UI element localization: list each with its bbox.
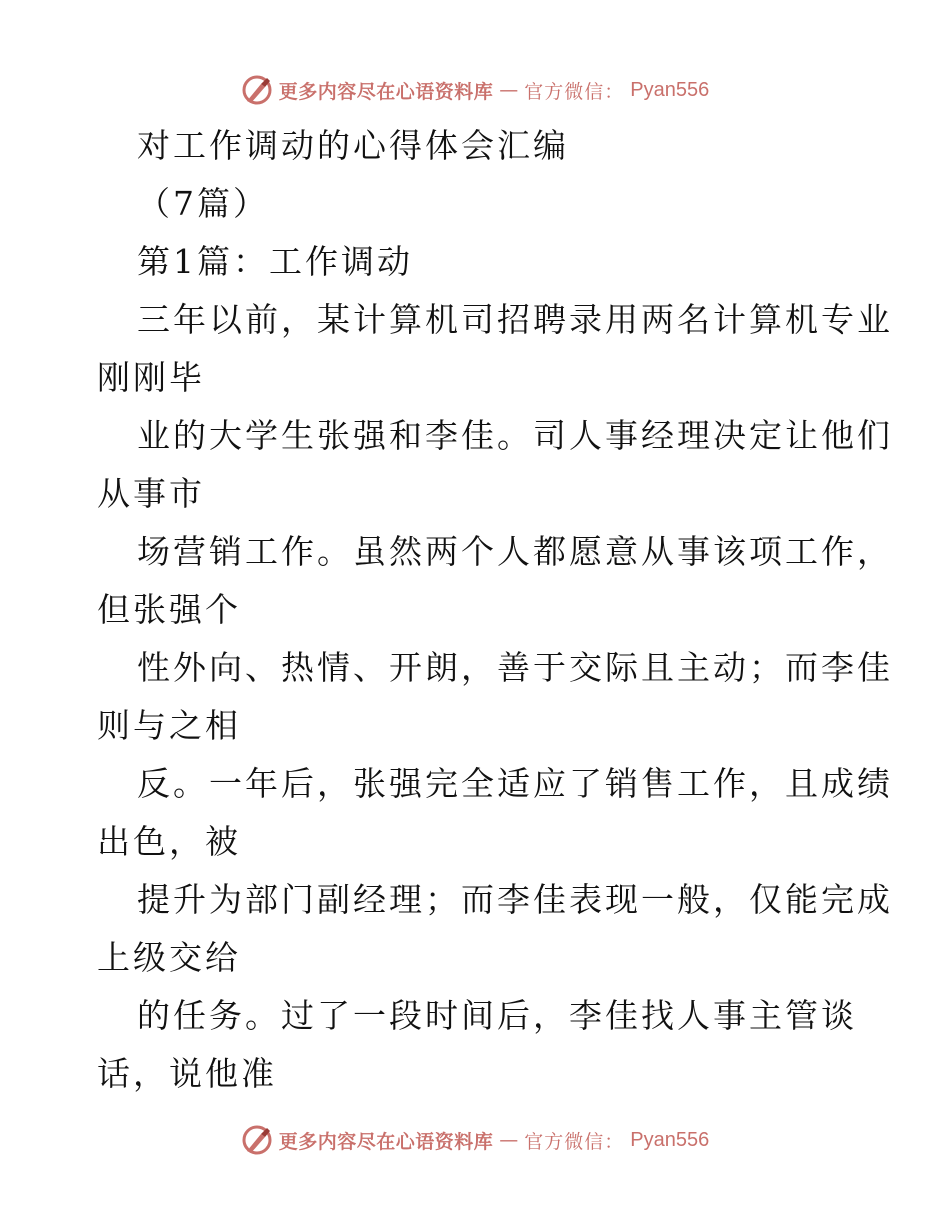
paragraph-line: 上级交给 [97,938,241,977]
paragraph-line: 提升为部门副经理；而李佳表现一般，仅能完成 [137,880,893,919]
paragraph-line: 场营销工作。虽然两个人都愿意从事该项工作， [137,532,893,571]
banner-text: 更多内容尽在心语资料库 [278,1130,494,1153]
paragraph-line: 话，说他准 [97,1054,277,1093]
banner-separator: — [499,79,519,101]
footer-banner [0,1120,950,1160]
section-heading: 第1篇：工作调动 [137,242,413,281]
banner-wechat-label: 官方微信： [524,1130,625,1153]
paragraph-line: 业的大学生张强和李佳。司人事经理决定让他们 [137,416,893,455]
banner-wechat-id: Pyan556 [630,1128,710,1151]
paragraph-line: 从事市 [97,474,205,513]
document-subtitle: （7篇） [137,184,269,223]
paragraph-line: 刚刚毕 [97,358,205,397]
paragraph-line: 性外向、热情、开朗，善于交际且主动；而李佳 [137,648,893,687]
paragraph-line: 出色，被 [97,822,241,861]
pen-logo-icon [241,1124,273,1156]
paragraph-line: 则与之相 [97,706,241,745]
document-title: 对工作调动的心得体会汇编 [137,126,569,165]
paragraph-line: 三年以前，某计算机司招聘录用两名计算机专业 [137,300,893,339]
paragraph-line: 的任务。过了一段时间后，李佳找人事主管谈 [137,996,857,1035]
header-banner [0,70,950,110]
banner-text: 更多内容尽在心语资料库 [278,80,494,103]
banner-separator: — [499,1129,519,1151]
paragraph-line: 反。一年后，张强完全适应了销售工作，且成绩 [137,764,893,803]
document-body [97,117,893,1103]
pen-logo-icon [241,74,273,106]
banner-wechat-label: 官方微信： [524,80,625,103]
paragraph-line: 但张强个 [97,590,241,629]
banner-wechat-id: Pyan556 [630,78,710,101]
